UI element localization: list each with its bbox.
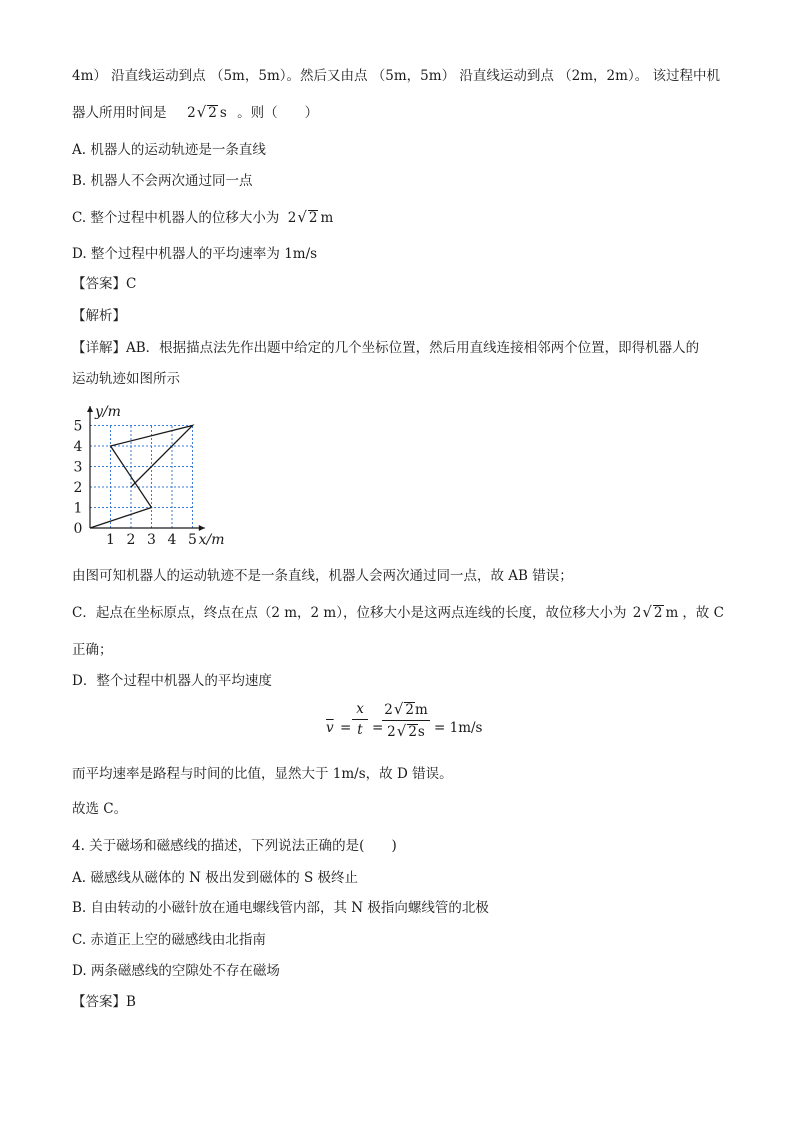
x-tick-label: 1: [106, 532, 115, 548]
c-explanation-text: C．起点在坐标原点，终点在点（2 m，2 m），位移大小是这两点连线的长度，故位移大小为: [72, 605, 627, 621]
conclusion-ab: 由图可知机器人的运动轨迹不是一条直线，机器人会两次通过同一点，故 AB 错误；: [72, 568, 573, 584]
detail-line-1: [72, 338, 699, 358]
y-tick-label: 0: [73, 521, 83, 537]
c-explanation-line: [72, 602, 724, 623]
axes-layer: [87, 406, 205, 531]
x-tick-label: 3: [147, 532, 156, 548]
y-tick-label: 1: [73, 500, 83, 517]
option-c-unit: m: [320, 210, 334, 226]
y-tick-label: 2: [73, 480, 83, 496]
y-axis-label: y/m: [95, 404, 121, 421]
x-tick-label: 2: [126, 532, 136, 548]
c-unit: m: [665, 605, 679, 621]
text-line-1: 4m） 沿直线运动到点 （5m，5m）。然后又由点 （5m，5m） 沿直线运动到点 （2m，2m）。 该过程中机: [72, 68, 720, 84]
y-axis-arrow: [87, 406, 93, 412]
formula-result: = 1m/s: [434, 720, 483, 736]
path-layer: [90, 426, 193, 529]
question-4-option-b: B. 自由转动的小磁针放在通电螺线管内部，其 N 极指向螺线管的北极: [72, 900, 489, 916]
answer-tag: 【答案】: [72, 276, 126, 292]
formula-numerator: 2√ 2m: [382, 700, 430, 721]
formula-v: $\overline{v}$: [326, 720, 334, 736]
detail-tag: 【详解】: [72, 340, 126, 356]
option-c-radicand: 2: [308, 210, 318, 226]
option-d: D. 整个过程中机器人的平均速率为 1m/s: [72, 246, 318, 262]
answer-value: C: [126, 276, 137, 292]
question-4: 4. 关于磁场和磁感线的描述，下列说法正确的是( ): [72, 838, 397, 854]
c-coefficient: 2: [632, 605, 642, 621]
answer-tag: 【答案】: [72, 994, 126, 1010]
time-suffix: 。则（ ）: [237, 105, 319, 121]
fraction-x-over-t: [352, 700, 368, 739]
y-tick-label: 4: [73, 439, 83, 455]
text-line-2: [72, 102, 318, 123]
question-4-answer: [72, 992, 136, 1012]
radical-sign: √: [297, 208, 307, 226]
formula-t: t: [357, 722, 363, 738]
option-a: A. 机器人的运动轨迹是一条直线: [72, 142, 266, 158]
question-4-option-a: A. 磁感线从磁体的 N 极出发到磁体的 S 极终止: [72, 870, 359, 886]
d-explanation-line: D．整个过程中机器人的平均速度: [72, 673, 272, 689]
option-c-text: C. 整个过程中机器人的位移大小为: [72, 210, 280, 226]
answer-value: B: [126, 994, 136, 1010]
formula-equals-1: =: [340, 720, 352, 736]
average-velocity-formula: [320, 700, 490, 760]
formula-denominator: 2√ 2s: [387, 722, 425, 740]
time-prefix: 器人所用时间是: [72, 105, 167, 121]
option-c: [72, 207, 333, 228]
detail-text: AB．根据描点法先作出题中给定的几个坐标位置，然后用直线连接相邻两个位置，即得机器人的: [126, 340, 700, 356]
answer-line: [72, 274, 136, 294]
x-tick-label: 5: [188, 532, 197, 548]
trajectory-line: [90, 426, 193, 529]
analysis-tag: 【解析】: [72, 308, 126, 324]
radical-sign: √: [196, 103, 207, 121]
time-unit: s: [219, 105, 227, 121]
formula-x: x: [352, 700, 368, 720]
option-b: B. 机器人不会两次通过同一点: [72, 173, 253, 189]
y-tick-label: 3: [73, 459, 83, 476]
c-explanation-end: ，故 C: [682, 605, 724, 621]
trajectory-graph: [60, 394, 250, 554]
question-4-option-c: C. 赤道正上空的磁感线由北指南: [72, 932, 266, 948]
radical-sign: √: [642, 603, 652, 621]
x-tick-label: 4: [167, 532, 177, 548]
formula-equals-2: =: [372, 720, 384, 736]
question-4-option-d: D. 两条磁感线的空隙处不存在磁场: [72, 963, 280, 979]
fraction-displacement-over-time: [382, 700, 430, 741]
y-tick-label: 5: [73, 418, 83, 435]
c-explanation-line-2: 正确；: [72, 642, 113, 658]
d-conclusion: 而平均速率是路程与时间的比值，显然大于 1m/s，故 D 错误。: [72, 766, 453, 782]
time-coefficient: 2: [187, 105, 196, 121]
option-c-coefficient: 2: [287, 210, 297, 226]
x-axis-arrow: [199, 525, 205, 531]
x-axis-label: x/m: [198, 532, 225, 548]
detail-line-2: 运动轨迹如图所示: [72, 371, 180, 387]
choose-line: 故选 C。: [72, 801, 128, 817]
c-radicand: 2: [653, 605, 663, 621]
time-radicand: 2: [208, 105, 217, 121]
